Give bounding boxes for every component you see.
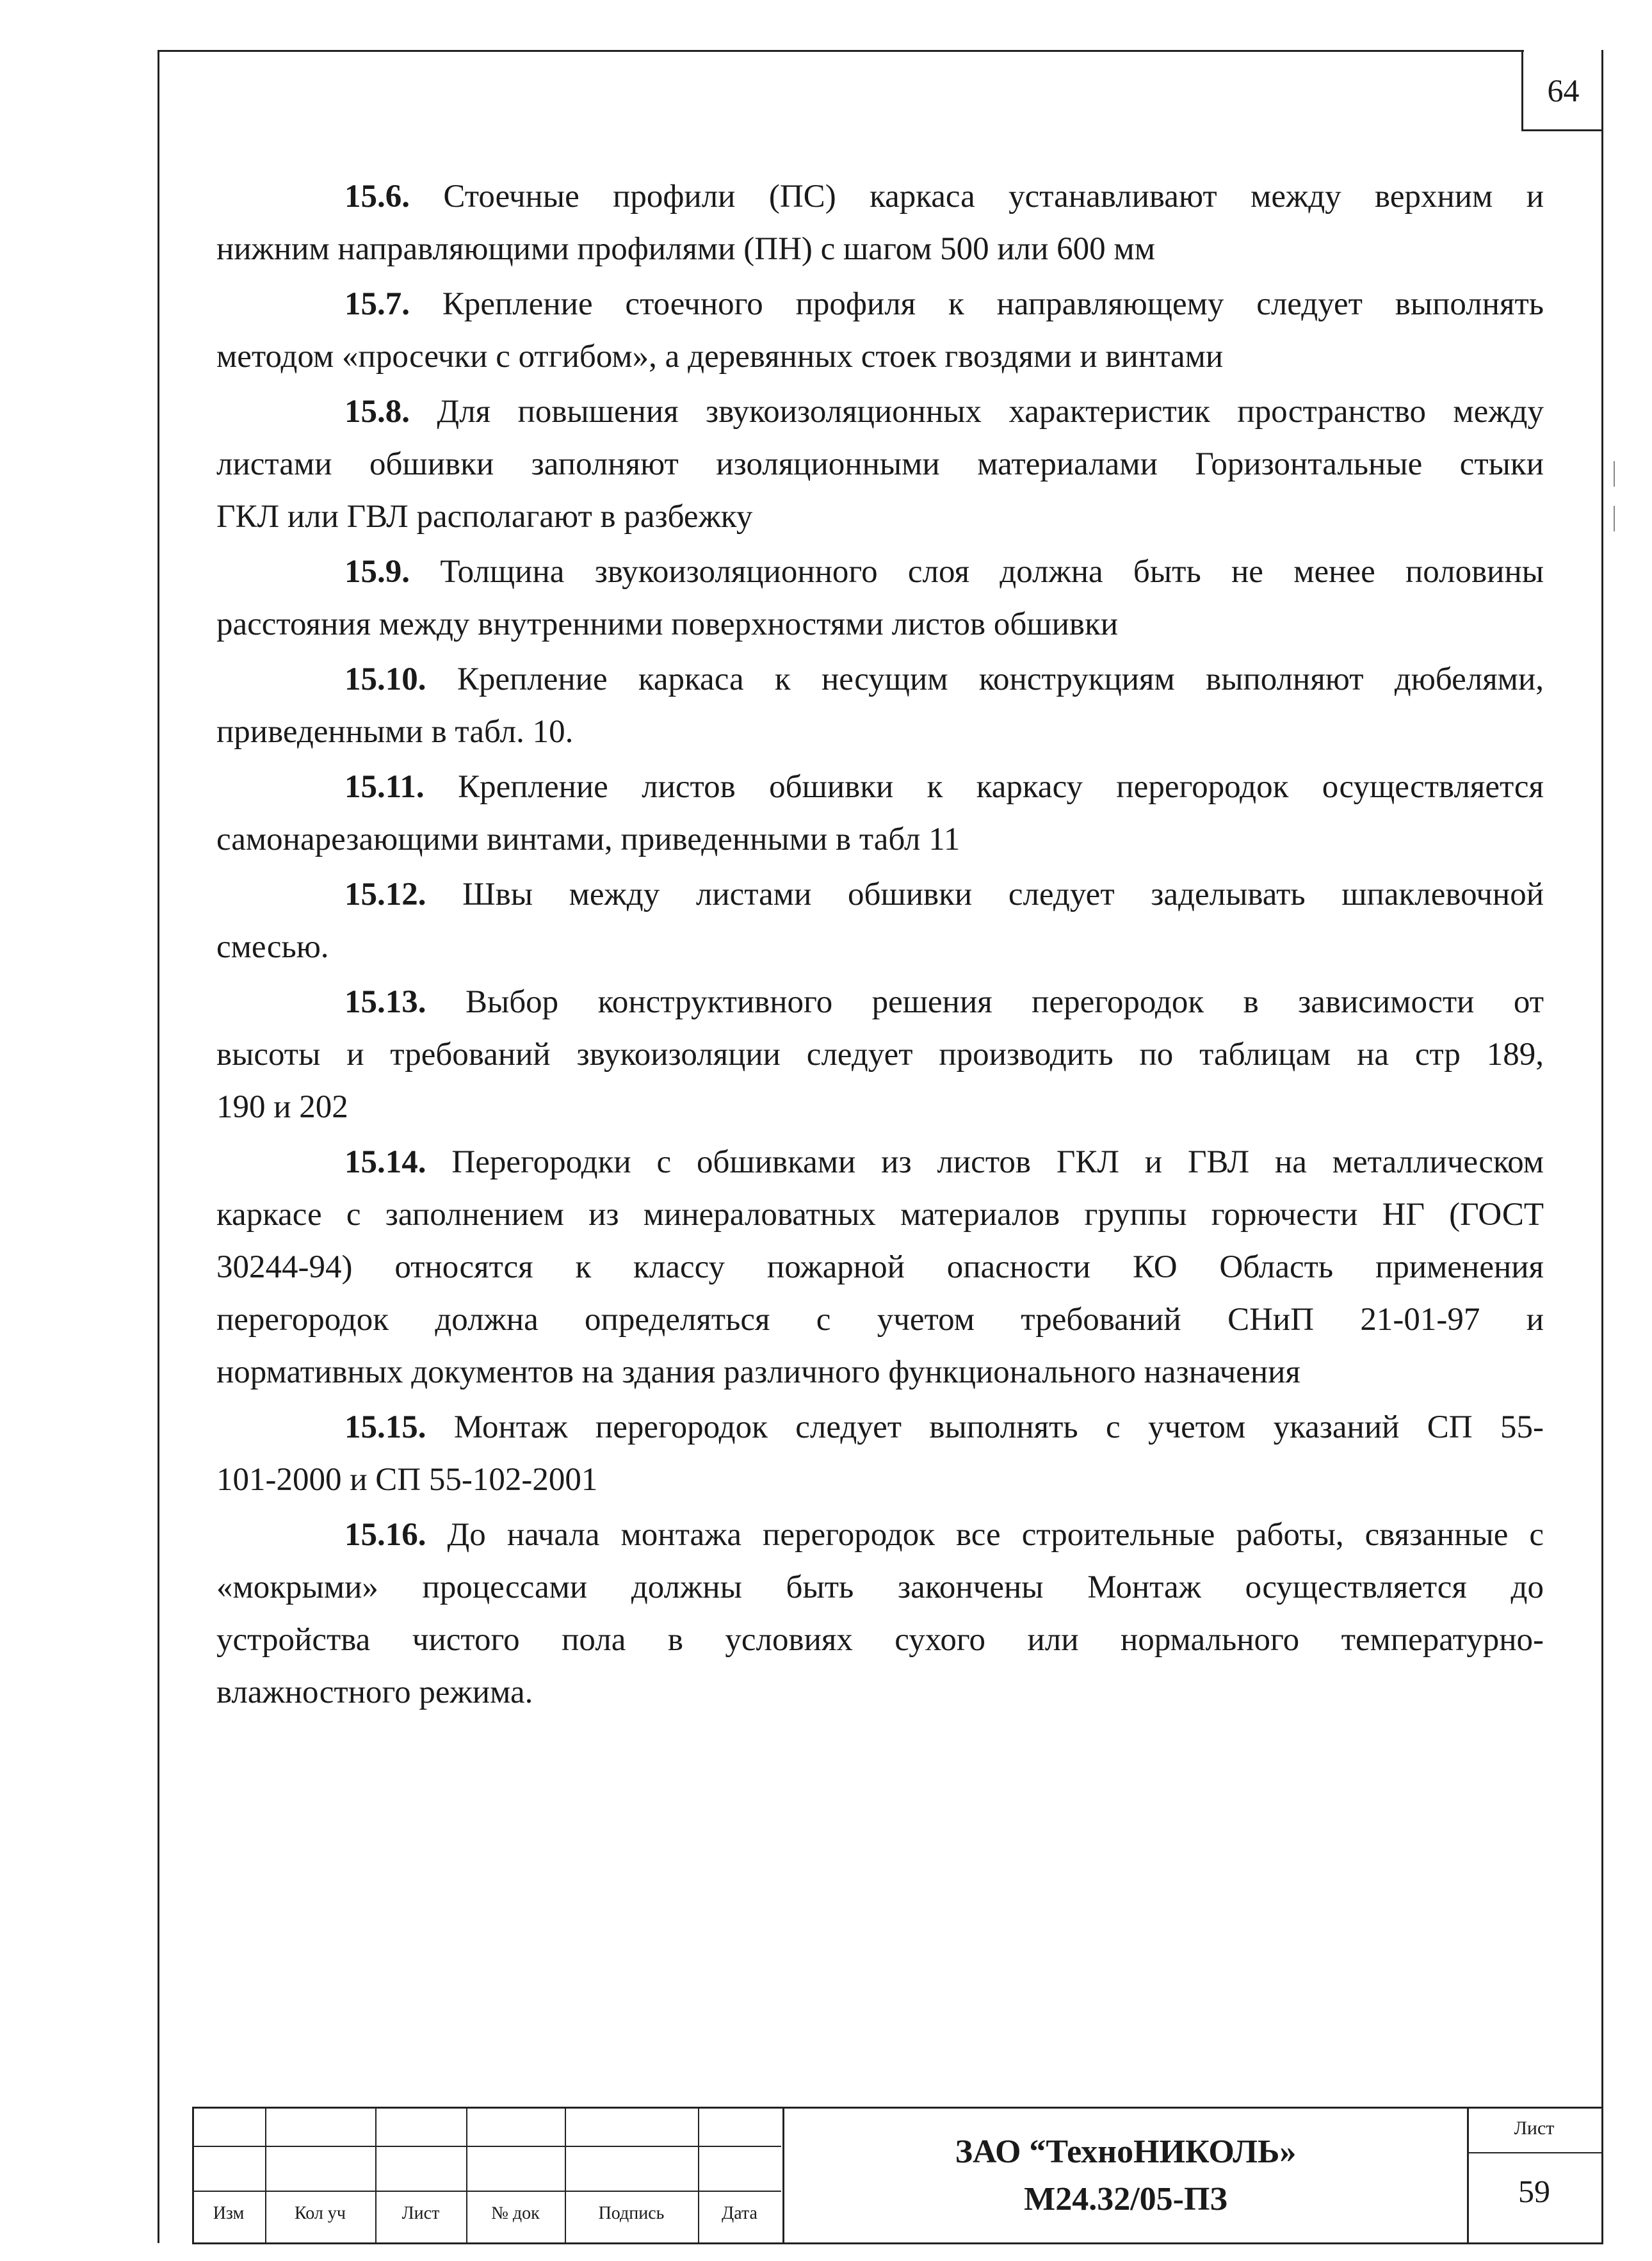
paragraph (216, 1136, 1544, 1398)
clause-text: влажностного режима. (216, 1674, 533, 1710)
paragraph-line (216, 813, 1544, 866)
paragraph (216, 1509, 1544, 1719)
paragraph (216, 976, 1544, 1133)
grid-col-line (698, 2109, 699, 2244)
paragraph-line (216, 1401, 1544, 1454)
clause-text: Стоечные профили (ПС) каркаса устанавливают между верхним и (443, 179, 1544, 215)
paragraph (216, 761, 1544, 866)
clause-text: «мокрыми» процессами должны быть закончены Монтаж осуществляется до (216, 1569, 1544, 1605)
document-body (216, 170, 1544, 1721)
column-label-date: Дата (722, 2203, 757, 2223)
paragraph-line (216, 546, 1544, 598)
frame-top-border (158, 50, 1524, 52)
clause-text: методом «просечки с отгибом», а деревянных стоек гвоздями и винтами (216, 339, 1224, 375)
clause-text: нижним направляющими профилями (ПН) с шагом 500 или 600 мм (216, 231, 1155, 267)
clause-number: 15.10. (344, 661, 426, 697)
paragraph-line (216, 170, 1544, 223)
paragraph-line (216, 1509, 1544, 1561)
clause-text: перегородок должна определяться с учетом требований СНиП 21-01-97 и (216, 1302, 1544, 1338)
clause-text: высоты и требований звукоизоляции следует производить по таблицам на стр 189, (216, 1037, 1544, 1073)
clause-number: 15.15. (344, 1409, 426, 1445)
paragraph-line (216, 223, 1544, 275)
paragraph (216, 546, 1544, 651)
clause-text: листами обшивки заполняют изоляционными материалами Горизонтальные стыки (216, 446, 1544, 482)
clause-number: 15.7. (344, 286, 410, 322)
paragraph-line (216, 653, 1544, 706)
clause-text: расстояния между внутренними поверхностями листов обшивки (216, 606, 1119, 642)
clause-text: Выбор конструктивного решения перегородок в зависимости от (465, 984, 1544, 1020)
paragraph (216, 868, 1544, 973)
paragraph-line (216, 1188, 1544, 1241)
clause-text: приведенными в табл. 10. (216, 714, 574, 750)
paragraph-line (216, 385, 1544, 438)
column-label-izm: Изм (213, 2203, 245, 2223)
paragraph-line (216, 1454, 1544, 1506)
title-block-left-border (192, 2107, 194, 2244)
page-number: 64 (1547, 72, 1580, 108)
paragraph (216, 653, 1544, 758)
paragraph (216, 278, 1544, 383)
paragraph-line (216, 1028, 1544, 1081)
clause-text: самонарезающими винтами, приведенными в табл 11 (216, 822, 960, 857)
paragraph-line (216, 761, 1544, 813)
frame-left-border (158, 50, 159, 2243)
paragraph-line (216, 921, 1544, 973)
grid-col-line (565, 2109, 566, 2244)
paragraph-line (216, 1293, 1544, 1346)
clause-number: 15.11. (344, 769, 425, 805)
paragraph-line (216, 868, 1544, 921)
revision-grid (192, 2109, 781, 2244)
sheet-cell (1467, 2109, 1601, 2244)
sheet-label: Лист (1514, 2118, 1555, 2139)
clause-text: смесью. (216, 929, 329, 965)
clause-text: Толщина звукоизоляционного слоя должна быть не менее половины (440, 554, 1544, 590)
paragraph-line (216, 1561, 1544, 1614)
grid-row-line (192, 2146, 781, 2147)
paragraph-line (216, 1346, 1544, 1398)
paragraph-line (216, 438, 1544, 490)
sheet-number: 59 (1518, 2173, 1550, 2209)
clause-text: Крепление каркаса к несущим конструкциям выполняют дюбелями, (457, 661, 1544, 697)
paragraph-line (216, 976, 1544, 1028)
clause-number: 15.12. (344, 877, 426, 912)
clause-number: 15.13. (344, 984, 426, 1020)
clause-text: ГКЛ или ГВЛ располагают в разбежку (216, 499, 753, 535)
grid-col-line (466, 2109, 467, 2244)
clause-number: 15.6. (344, 179, 410, 215)
grid-row-line (192, 2191, 781, 2192)
frame-right-border (1601, 50, 1603, 2243)
clause-text: До начала монтажа перегородок все строительные работы, связанные с (447, 1517, 1544, 1553)
clause-text: нормативных документов на здания различного функционального назначения (216, 1354, 1300, 1390)
paragraph-line (216, 1666, 1544, 1719)
grid-col-line (265, 2109, 266, 2244)
clause-number: 15.8. (344, 394, 410, 430)
paragraph-line (216, 330, 1544, 383)
paragraph-line (216, 278, 1544, 330)
document-code: М24.32/05-ПЗ (1024, 2181, 1227, 2217)
margin-tick-mark (1614, 506, 1615, 531)
paragraph-line (216, 1614, 1544, 1666)
title-block-center (782, 2109, 1469, 2244)
company-name: ЗАО “ТехноНИКОЛЬ» (955, 2134, 1297, 2170)
clause-text: устройства чистого пола в условиях сухого или нормального температурно- (216, 1622, 1544, 1658)
clause-text: Монтаж перегородок следует выполнять с учетом указаний СП 55- (453, 1409, 1544, 1445)
clause-text: Перегородки с обшивками из листов ГКЛ и ГВЛ на металлическом (451, 1144, 1544, 1180)
sheet-separator (1467, 2152, 1601, 2153)
clause-text: Для повышения звукоизоляционных характеристик пространство между (437, 394, 1544, 430)
column-label-signature: Подпись (598, 2203, 665, 2223)
title-block (192, 2107, 1601, 2244)
clause-number: 15.14. (344, 1144, 426, 1180)
column-label-doc-no: № док (491, 2203, 540, 2223)
paragraph-line (216, 1081, 1544, 1133)
clause-text: Крепление стоечного профиля к направляющему следует выполнять (442, 286, 1544, 322)
paragraph (216, 385, 1544, 543)
paragraph (216, 1401, 1544, 1506)
clause-text: 101-2000 и СП 55-102-2001 (216, 1462, 598, 1498)
clause-number: 15.16. (344, 1517, 426, 1553)
margin-tick-mark (1614, 461, 1615, 487)
paragraph-line (216, 1241, 1544, 1293)
paragraph-line (216, 1136, 1544, 1188)
paragraph-line (216, 706, 1544, 758)
column-label-list: Лист (401, 2203, 440, 2223)
grid-col-line (375, 2109, 377, 2244)
clause-text: Швы между листами обшивки следует заделывать шпаклевочной (462, 877, 1544, 912)
column-label-kol-uch: Кол уч (295, 2203, 346, 2223)
clause-text: 30244-94) относятся к классу пожарной опасности КО Область применения (216, 1249, 1544, 1285)
clause-text: Крепление листов обшивки к каркасу перегородок осуществляется (458, 769, 1544, 805)
paragraph-line (216, 490, 1544, 543)
paragraph (216, 170, 1544, 275)
paragraph-line (216, 598, 1544, 651)
clause-number: 15.9. (344, 554, 410, 590)
clause-text: каркасе с заполнением из минераловатных материалов группы горючести НГ (ГОСТ (216, 1197, 1544, 1233)
page-number-box (1521, 50, 1603, 131)
clause-text: 190 и 202 (216, 1089, 348, 1125)
